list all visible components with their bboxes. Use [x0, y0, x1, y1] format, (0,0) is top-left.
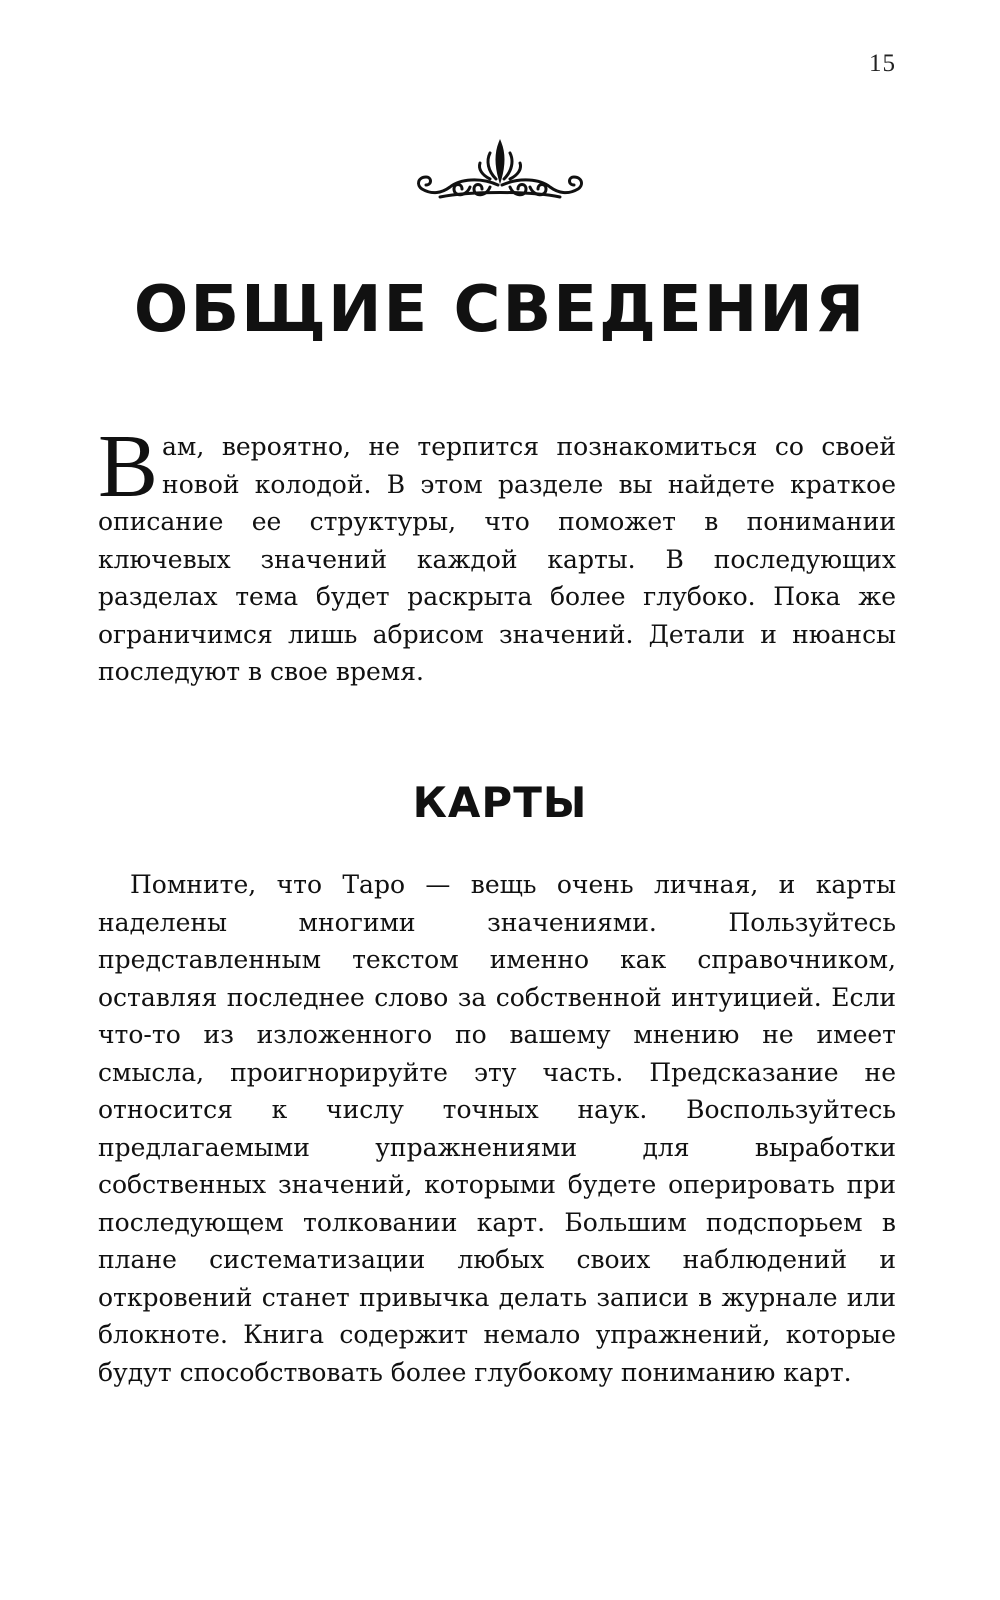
page-number: 15 [869, 50, 896, 77]
section-title: КАРТЫ [412, 778, 588, 827]
drop-cap: В [98, 417, 159, 516]
page-title: ОБЩИЕ СВЕДЕНИЯ [133, 273, 867, 347]
floral-ornament-icon [410, 135, 590, 211]
section-paragraph: Помните, что Таро — вещь очень личная, и карты наделены многими значениями. Пользуйтесь представленным текстом именно как справочником, оставляя последнее слово за собственной интуицией. Если что-то из изложенного по вашему мнению не имеет смысла, проигнорируйте эту часть. Предсказание не относится к числу точных наук. Воспользуйтесь предлагаемыми упражнениями для выработки собственных значений, которыми будете оперировать при последующем толковании карт. Большим подспорьем в плане систематизации любых своих наблюдений и откровений станет привычка делать записи в журнале или блокноте. Книга содержит немало упражнений, которые будут способствовать более глубокому пониманию карт. [98, 870, 896, 1387]
intro-paragraph [98, 417, 896, 691]
intro-text: ам, вероятно, не терпится познакомиться со своей новой колодой. В этом разделе вы найдете краткое описание ее структуры, что поможет в понимании ключевых значений каждой карты. В последующих разделах тема будет раскрыта более глубоко. Пока же ограничимся лишь абрисом значений. Детали и нюансы последуют в свое время. [98, 432, 896, 686]
